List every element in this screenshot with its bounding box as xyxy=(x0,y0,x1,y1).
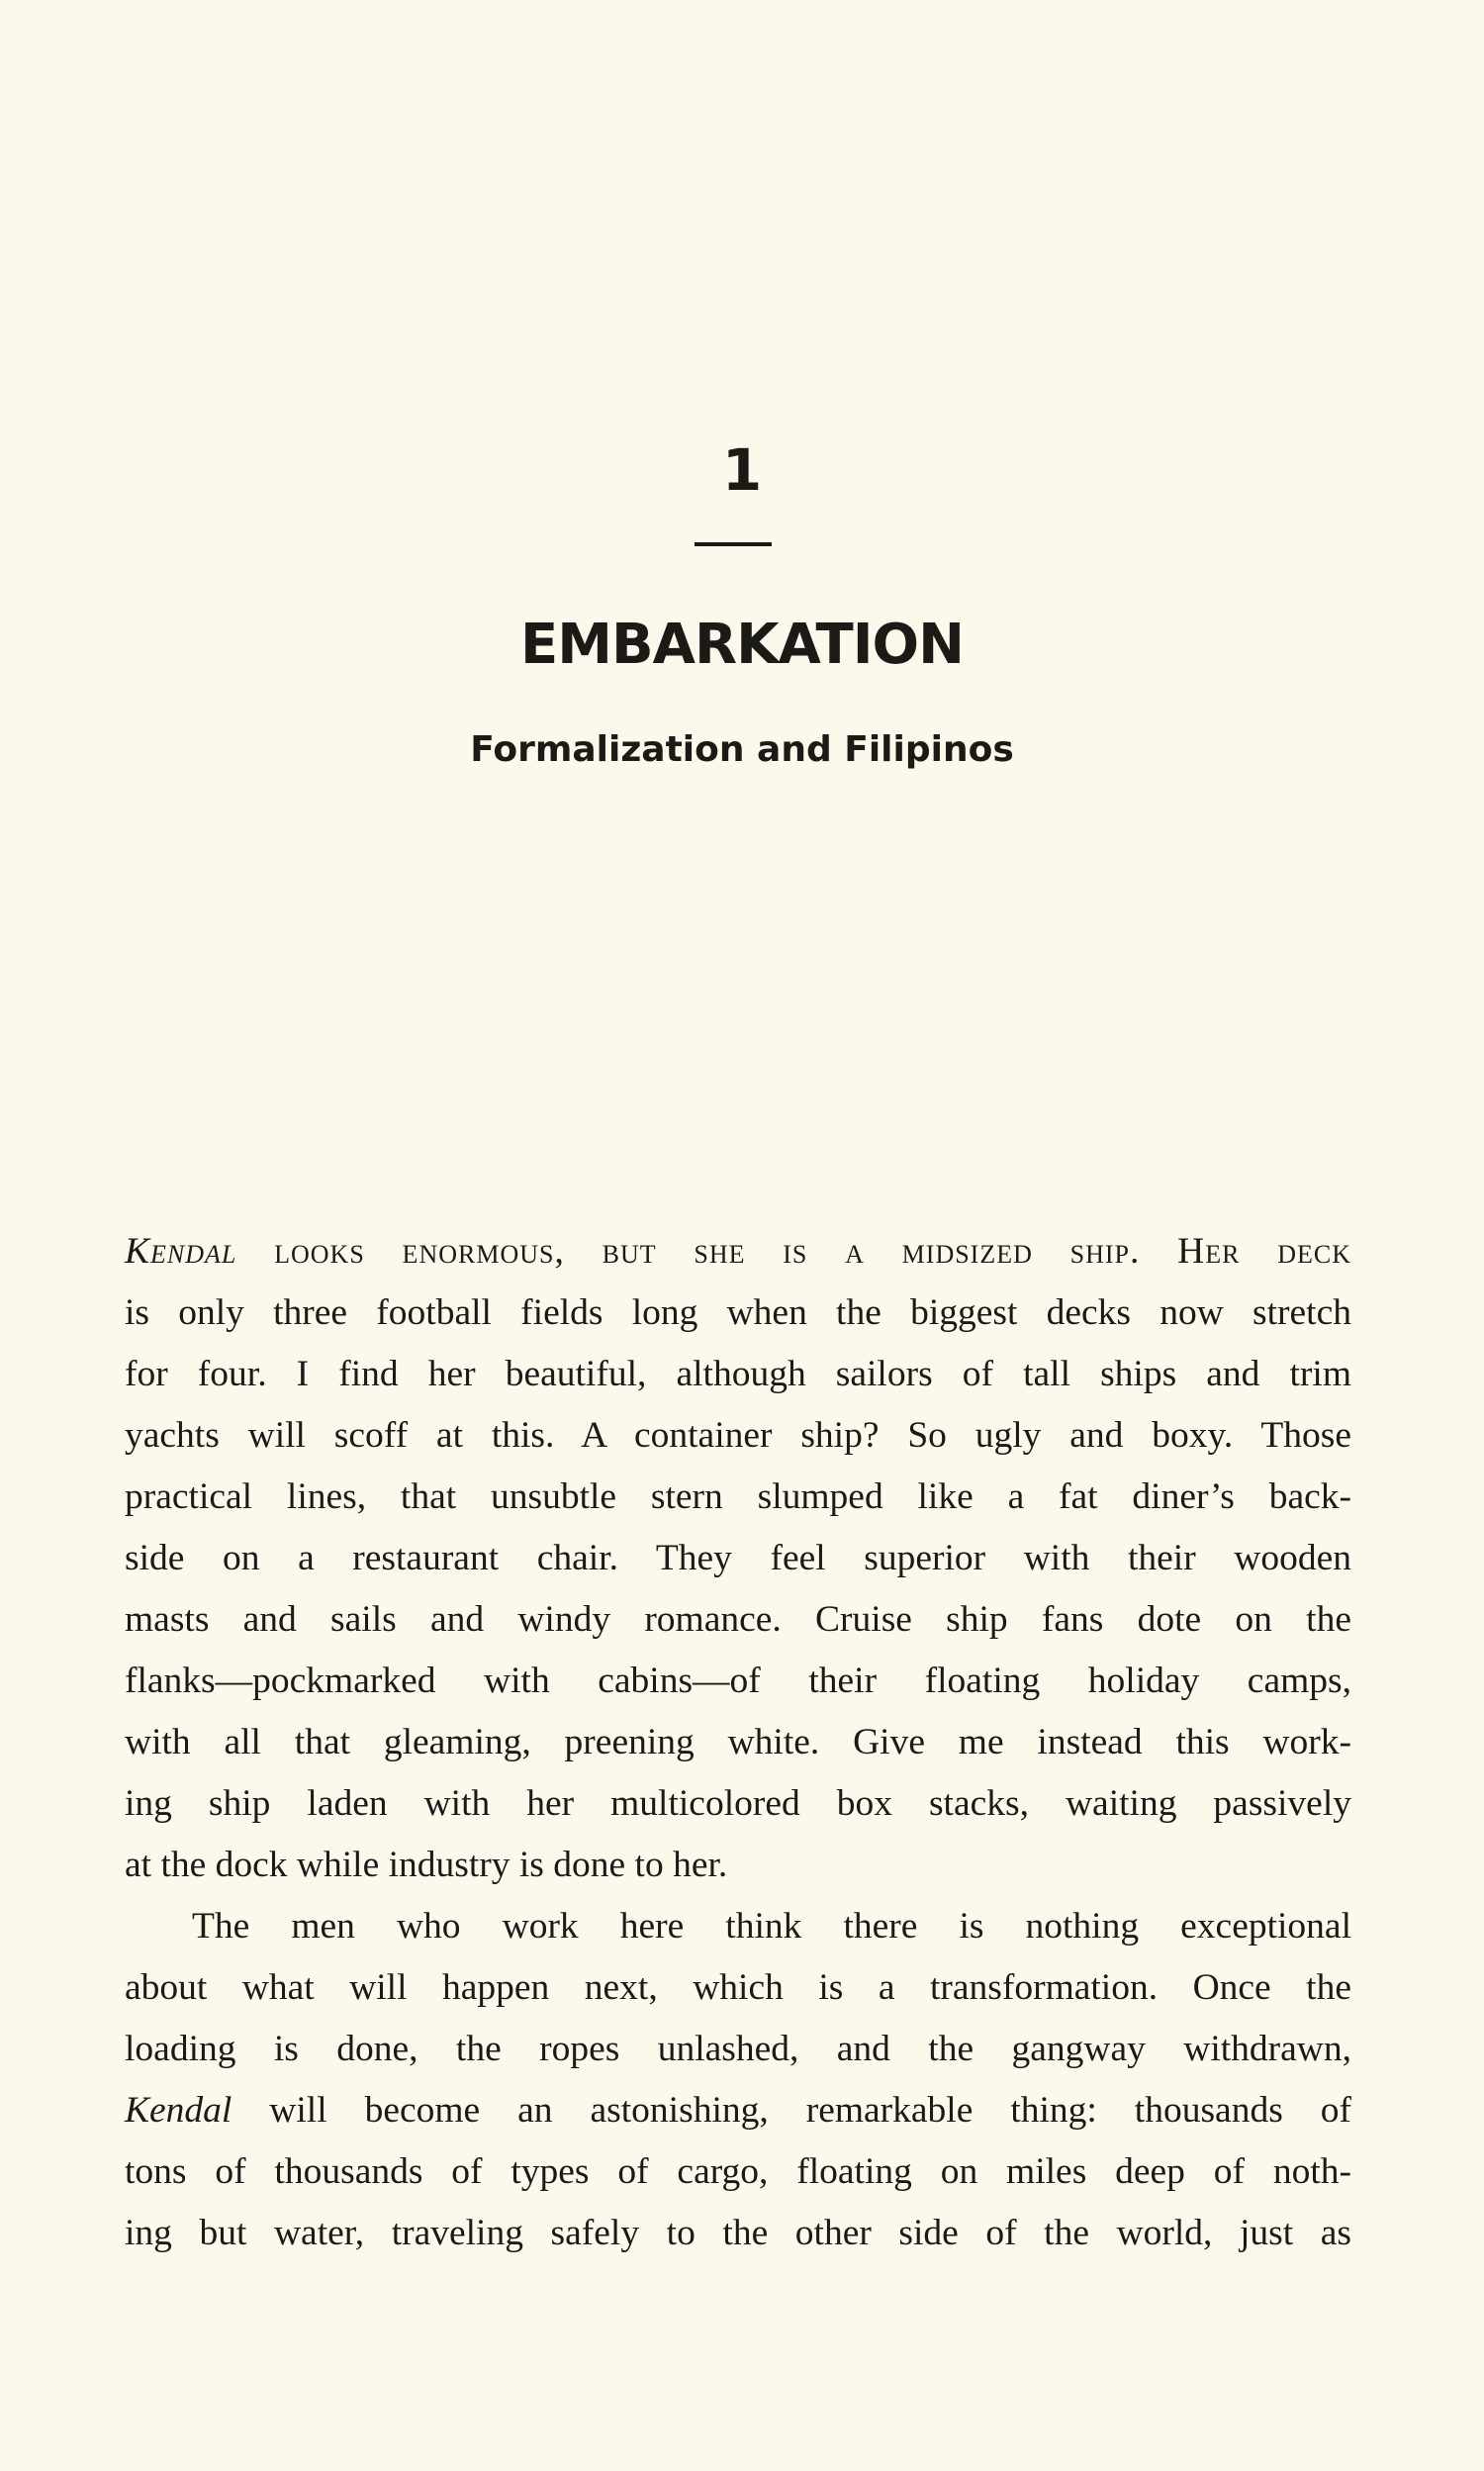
text-line: masts and sails and windy romance. Cruise ship fans dote on the xyxy=(125,1599,1351,1640)
body-text xyxy=(125,1221,1351,2264)
text-line: at the dock while industry is done to her. xyxy=(125,1845,728,1885)
chapter-number: 1 xyxy=(721,436,763,504)
text-fragment: will become an astonishing, remarkable thing: thousands of xyxy=(232,2090,1351,2131)
text-line: yachts will scoff at this. A container ship? So ugly and boxy. Those xyxy=(125,1415,1351,1456)
chapter-subtitle: Formalization and Filipinos xyxy=(470,729,1014,770)
text-line: practical lines, that unsubtle stern slumped like a fat diner’s back- xyxy=(125,1476,1351,1517)
text-line: ing ship laden with her multicolored box stacks, waiting passively xyxy=(125,1783,1351,1824)
ship-name: Kendal xyxy=(125,2090,232,2131)
text-line: about what will happen next, which is a transformation. Once the xyxy=(125,1967,1351,2008)
text-line xyxy=(125,2080,1351,2141)
paragraph-2 xyxy=(125,1896,1351,2264)
opening-text: looks enormous, but she is a midsized ship. Her deck xyxy=(236,1231,1351,1272)
paragraph-1 xyxy=(125,1221,1351,1896)
text-line: ing but water, traveling safely to the other side of the world, just as xyxy=(125,2213,1351,2253)
text-line: is only three football fields long when the biggest decks now stretch xyxy=(125,1292,1351,1333)
text-line: tons of thousands of types of cargo, floating on miles deep of noth- xyxy=(125,2151,1351,2192)
chapter-title: EMBARKATION xyxy=(519,613,965,677)
text-line: flanks—pockmarked with cabins—of their floating holiday camps, xyxy=(125,1661,1351,1701)
text-line: loading is done, the ropes unlashed, and the gangway withdrawn, xyxy=(125,2029,1351,2069)
text-line: side on a restaurant chair. They feel superior with their wooden xyxy=(125,1538,1351,1578)
text-line: The men who work here think there is nothing exceptional xyxy=(192,1906,1351,1947)
text-line: for four. I find her beautiful, although sailors of tall ships and trim xyxy=(125,1354,1351,1394)
ship-name: Kendal xyxy=(125,1231,237,1272)
text-line xyxy=(125,1221,1351,1283)
text-line: with all that gleaming, preening white. Give me instead this work- xyxy=(125,1722,1351,1762)
chapter-divider xyxy=(695,542,772,546)
